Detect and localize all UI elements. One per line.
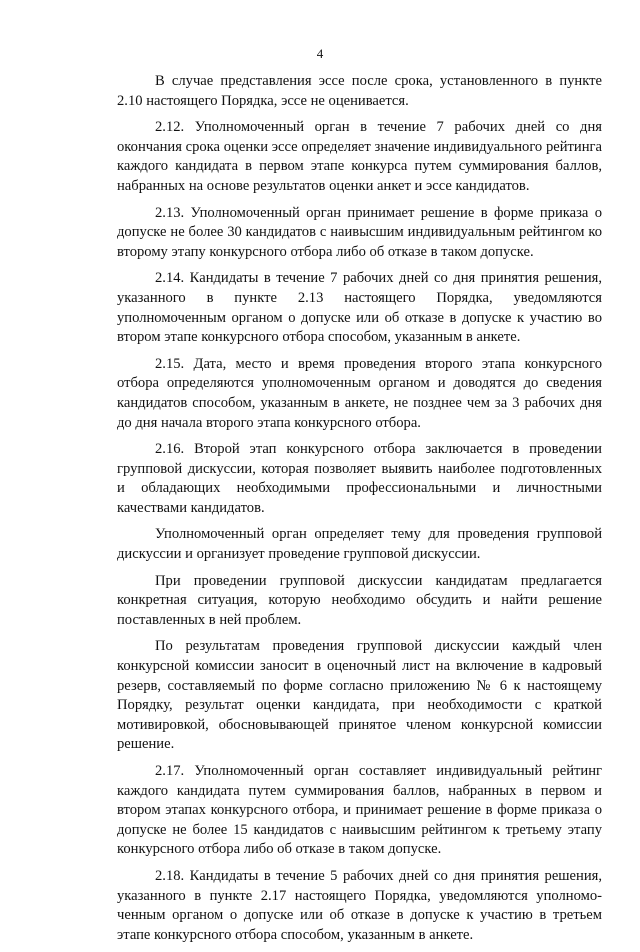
document-body [117,72,602,952]
paragraph-essay-late: В случае представления эссе после срока, установленного в пункте 2.10 настоящего Порядка, эссе не оценивается. [117,73,602,109]
paragraph-2-18: 2.18. Кандидаты в течение 5 рабочих дней со дня принятия решения, указанного в пункте 2.17 настоящего Порядка, уведомляются уполномоченным органом о допуске или об отказе в допуске к участию в третьем этапе конкурсного отбора способом, указанным в анкете. [117,867,602,943]
paragraph-discussion-results: По результатам проведения групповой дискуссии каждый член конкурсной комиссии заносит в оценочный лист на включение в кадровый резерв, составляемый по форме согласно приложению № 6 к настоящему Порядку, результат оценки кандидата, при необходимости с краткой мотивировкой, обосновывающей принятое членом конкурсной комиссии решение. [117,638,602,753]
paragraph-2-14: 2.14. Кандидаты в течение 7 рабочих дней со дня принятия решения, указанного в пункте 2.13 настоящего Порядка, уведомляются уполномоченным органом о допуске или об отказе в допуске к участию во втором этапе конкурсного отбора способом, указанным в анкете. [117,270,602,346]
paragraph-2-15: 2.15. Дата, место и время проведения второго этапа конкурсного отбора определяются уполномоченным органом и доводятся до сведения кандидатов способом, указанным в анкете, не позднее чем за 3 рабочих дня до дня начала второго этапа конкурсного отбора. [117,355,602,431]
paragraph-discussion-topic: Уполномоченный орган определяет тему для проведения групповой дискуссии и организует проведение групповой дискуссии. [117,526,602,563]
paragraph-2-12: 2.12. Уполномоченный орган в течение 7 рабочих дней со дня окончания срока оценки эссе определяет значение индивидуального рейтинга каждого кандидата в первом этапе конкурса путем суммирования баллов, набранных на основе результатов оценки анкет и эссе кандидатов. [117,119,602,194]
paragraph-2-17: 2.17. Уполномоченный орган составляет индивидуальный рейтинг каждого кандидата путем суммирования баллов, набранных в первом и втором этапах конкурсного отбора, и принимает решение в форме приказа о допуске не более 15 кандидатов с наивысшим рейтингом к третьему этапу конкурсного отбора либо об отказе в таком допуске. [117,763,602,858]
page-number: 4 [316,46,324,61]
paragraph-discussion-situation: При проведении групповой дискуссии кандидатам предлагается конкретная ситуация, которую необходимо обсудить и найти решение поставленных в ней проблем. [117,572,602,628]
paragraph-2-13: 2.13. Уполномоченный орган принимает решение в форме приказа о допуске не более 30 кандидатов с наивысшим индивидуальным рейтингом ко второму этапу конкурсного отбора либо об отказе в таком допуске. [117,204,602,260]
paragraph-2-16: 2.16. Второй этап конкурсного отбора заключается в проведении групповой дискуссии, которая позволяет выявить наиболее подготовленных и обладающих необходимыми профессиональными и личностными качествами кандидатов. [117,441,602,516]
